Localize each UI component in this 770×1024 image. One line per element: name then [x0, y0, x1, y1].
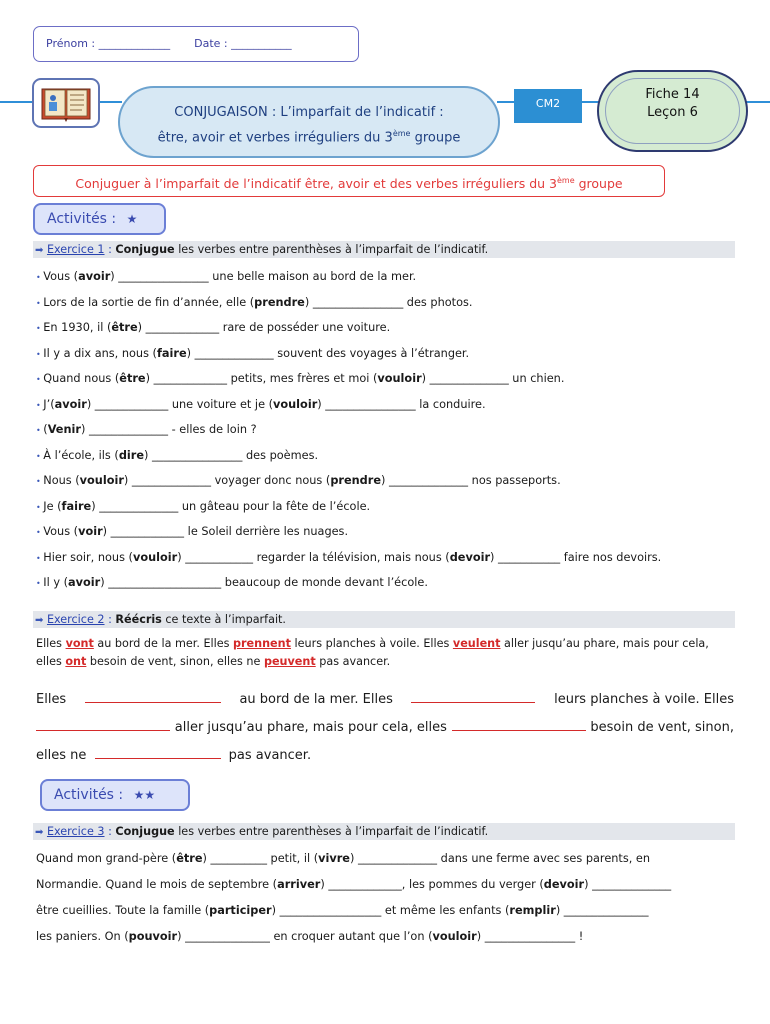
date-field[interactable]: Date : ___________	[194, 37, 292, 50]
bullet-icon: •	[36, 579, 44, 588]
fiche-badge	[597, 70, 748, 152]
activities-header-1	[33, 203, 166, 235]
activities-label: Activités :	[54, 787, 124, 803]
header-line-mid	[98, 101, 122, 103]
bullet-icon: •	[36, 554, 44, 563]
name-date-box	[33, 26, 359, 62]
exercise-2-header: ➡ Exercice 2 : Réécris ce texte à l’imparfait.	[33, 611, 735, 628]
star-icon: ★	[126, 212, 138, 226]
bullet-icon: •	[36, 426, 44, 435]
objective-box: Conjuguer à l’imparfait de l’indicatif être, avoir et des verbes irréguliers du 3ème groupe	[33, 165, 665, 197]
bullet-icon: •	[36, 350, 44, 359]
title-line-1: CONJUGAISON : L’imparfait de l’indicatif :	[174, 105, 444, 120]
exercise-1-line: • À l’école, ils (dire) ________________ des poèmes.	[36, 449, 319, 462]
fiche-inner-border	[605, 78, 740, 144]
exercise-1-line: • Je (faire) ______________ un gâteau pour la fête de l’école.	[36, 500, 371, 513]
answer-line-2: aller jusqu’au phare, mais pour cela, elles besoin de vent, sinon,	[36, 720, 734, 735]
level-badge: CM2	[514, 89, 582, 123]
exercise-1-line: • (Venir) ______________ - elles de loin ?	[36, 423, 257, 436]
bullet-icon: •	[36, 477, 44, 486]
bullet-icon: •	[36, 528, 44, 537]
arrow-icon: ➡	[35, 615, 44, 626]
exercise-1-line: • Il y (avoir) ____________________ beaucoup de monde devant l’école.	[36, 576, 428, 589]
answer-line-1: Elles au bord de la mer. Elles leurs planches à voile. Elles	[36, 692, 734, 707]
lecon-number: Leçon 6	[647, 105, 698, 120]
lesson-title	[118, 86, 500, 158]
star-icon: ★★	[133, 788, 156, 802]
bullet-icon: •	[36, 299, 44, 308]
exercise-1-line: • Nous (vouloir) ______________ voyager donc nous (prendre) ______________ nos passeports.	[36, 474, 561, 487]
exercise-label: Exercice 2	[46, 613, 105, 626]
exercise-1-line: • Lors de la sortie de fin d’année, elle (prendre) ________________ des photos.	[36, 296, 473, 309]
arrow-icon: ➡	[35, 827, 44, 838]
exercise-1-line: • Hier soir, nous (vouloir) ____________ regarder la télévision, mais nous (devoir) ___________ faire nos devoirs.	[36, 551, 662, 564]
exercise-3-line: Quand mon grand-père (être) __________ petit, il (vivre) ______________ dans une ferme avec ses parents, en	[36, 852, 651, 865]
title-line-2: être, avoir et verbes irréguliers du 3ème groupe	[157, 129, 461, 146]
exercise-1-line: • En 1930, il (être) _____________ rare de posséder une voiture.	[36, 321, 391, 334]
answer-blank[interactable]	[95, 749, 221, 759]
bullet-icon: •	[36, 452, 44, 461]
exercise-label: Exercice 1	[46, 243, 105, 256]
exercise-2-source-text: Elles vont au bord de la mer. Elles prennent leurs planches à voile. Elles veulent aller jusqu’au phare, mais pour cela, elles ont besoin de vent, sinon, elles ne peuvent pas avancer.	[36, 637, 709, 668]
activities-header-2	[40, 779, 190, 811]
exercise-3-line: les paniers. On (pouvoir) _______________ en croquer autant que l’on (vouloir) ________________ !	[36, 930, 584, 943]
exercise-1-line: • Vous (avoir) ________________ une belle maison au bord de la mer.	[36, 270, 417, 283]
exercise-1-line: • Il y a dix ans, nous (faire) ______________ souvent des voyages à l’étranger.	[36, 347, 470, 360]
exercise-label: Exercice 3	[46, 825, 105, 838]
prenom-field[interactable]: Prénom : _____________	[46, 37, 171, 50]
exercise-3-line: Normandie. Quand le mois de septembre (arriver) _____________, les pommes du verger (devoir) ______________	[36, 878, 672, 891]
bullet-icon: •	[36, 503, 44, 512]
answer-blank[interactable]	[411, 693, 535, 703]
exercise-3-header: ➡ Exercice 3 : Conjugue les verbes entre parenthèses à l’imparfait de l’indicatif.	[33, 823, 735, 840]
answer-blank[interactable]	[85, 693, 221, 703]
exercise-1-line: • J’(avoir) _____________ une voiture et je (vouloir) ________________ la conduire.	[36, 398, 486, 411]
activities-label: Activités :	[47, 211, 117, 227]
exercise-1-header: ➡ Exercice 1 : Conjugue les verbes entre parenthèses à l’imparfait de l’indicatif.	[33, 241, 735, 258]
answer-blank[interactable]	[36, 721, 170, 731]
arrow-icon: ➡	[35, 245, 44, 256]
exercise-1-line: • Vous (voir) _____________ le Soleil derrière les nuages.	[36, 525, 349, 538]
header-line-end	[746, 101, 770, 103]
exercise-3-line: être cueillies. Toute la famille (participer) __________________ et même les enfants (remplir) _______________	[36, 904, 649, 917]
answer-line-3: elles ne pas avancer.	[36, 748, 312, 763]
bullet-icon: •	[36, 324, 44, 333]
header-line-left	[0, 101, 34, 103]
bullet-icon: •	[36, 375, 44, 384]
book-icon	[32, 78, 100, 128]
bullet-icon: •	[36, 273, 44, 282]
exercise-1-line: • Quand nous (être) _____________ petits, mes frères et moi (vouloir) ______________ un chien.	[36, 372, 565, 385]
bullet-icon: •	[36, 401, 44, 410]
fiche-number: Fiche 14	[645, 87, 700, 102]
answer-blank[interactable]	[452, 721, 586, 731]
objective-text: Conjuguer à l’imparfait de l’indicatif être, avoir et des verbes irréguliers du 3	[75, 176, 557, 192]
